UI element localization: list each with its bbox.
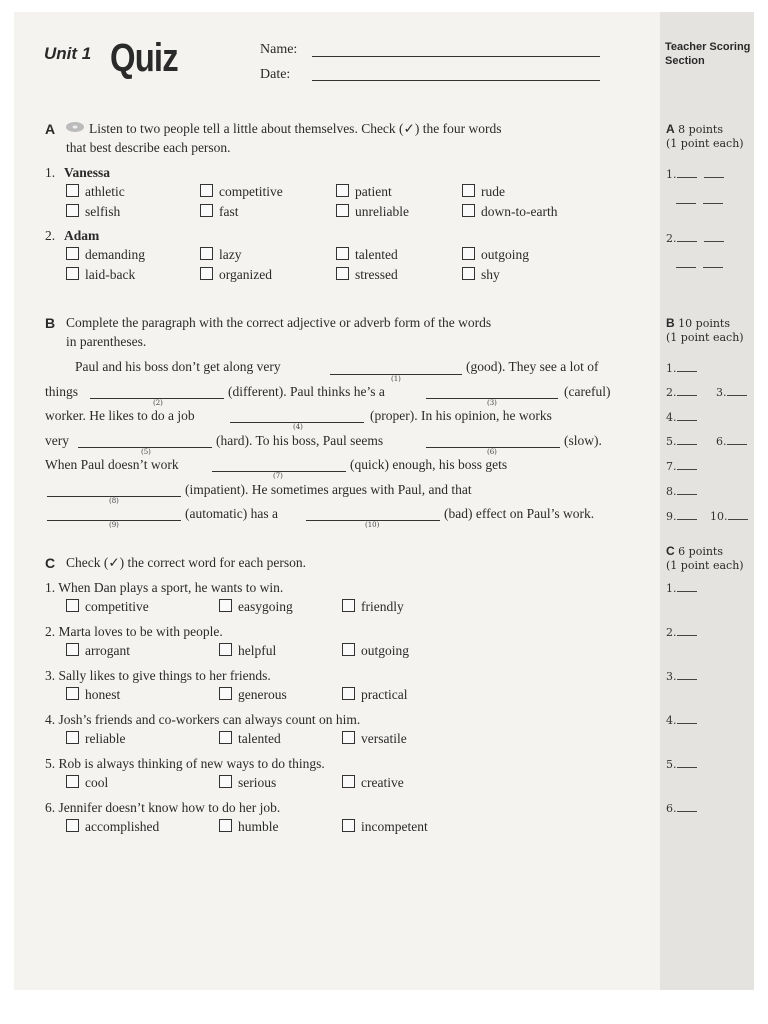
checkbox[interactable] (66, 775, 79, 788)
scoring-title-line2: Section (665, 55, 705, 67)
c4-option-reliable[interactable]: reliable (66, 731, 125, 747)
scoring-c-letter: C (666, 544, 675, 558)
checkbox[interactable] (342, 599, 355, 612)
score-b4[interactable]: 4. (666, 411, 697, 424)
teacher-scoring-sidebar (660, 12, 754, 990)
blank-2-number: (2) (153, 399, 163, 407)
score-c3[interactable]: 3. (666, 670, 697, 683)
scoring-a-each: (1 point each) (666, 137, 744, 150)
blank-9-number: (9) (109, 521, 119, 529)
score-c4[interactable]: 4. (666, 714, 697, 727)
score-b8[interactable]: 8. (666, 485, 697, 498)
score-c1[interactable]: 1. (666, 582, 697, 595)
score-b1[interactable]: 1. (666, 362, 697, 375)
score-b3[interactable]: 3. (716, 386, 747, 399)
date-label: Date: (260, 67, 291, 82)
score-a1[interactable]: 1. (666, 168, 724, 181)
section-a-q2-number: 2. (45, 228, 56, 243)
checkbox[interactable] (336, 204, 349, 217)
c2-option-outgoing[interactable]: outgoing (342, 643, 409, 659)
option-talented[interactable]: talented (336, 247, 398, 263)
c2-option-helpful[interactable]: helpful (219, 643, 276, 659)
scoring-b-points-value: 10 points (678, 317, 730, 330)
section-a-letter: A (45, 121, 56, 137)
scoring-a-points (666, 122, 744, 151)
checkbox[interactable] (66, 184, 79, 197)
score-a1b[interactable] (676, 194, 723, 207)
section-c-q4: 4. Josh’s friends and co-workers can always count on him. (45, 712, 361, 727)
score-b7[interactable]: 7. (666, 460, 697, 473)
checkbox[interactable] (66, 267, 79, 280)
checkbox[interactable] (462, 204, 475, 217)
checkbox[interactable] (336, 184, 349, 197)
paragraph-line5-b: (quick) enough, his boss gets (350, 457, 508, 472)
section-c-q2: 2. Marta loves to be with people. (45, 624, 223, 639)
paragraph-line3-a: worker. He likes to do a job (45, 408, 195, 423)
blank-10-number: (10) (365, 521, 380, 529)
name-field[interactable] (312, 56, 600, 57)
c6-option-incompetent[interactable]: incompetent (342, 819, 428, 835)
paragraph-line2-c: (careful) (564, 384, 611, 399)
option-laid-back[interactable]: laid-back (66, 267, 135, 283)
option-rude[interactable]: rude (462, 184, 505, 200)
blank-5-number: (5) (141, 448, 151, 456)
paragraph-line7-b: (automatic) has a (185, 506, 278, 521)
c4-option-talented[interactable]: talented (219, 731, 281, 747)
section-c-q3: 3. Sally likes to give things to her friends. (45, 668, 271, 683)
blank-7-number: (7) (273, 472, 283, 480)
checkbox[interactable] (462, 247, 475, 260)
c1-option-competitive[interactable]: competitive (66, 599, 149, 615)
section-a-q2-name: Adam (64, 228, 100, 243)
checkbox[interactable] (219, 731, 232, 744)
score-c5[interactable]: 5. (666, 758, 697, 771)
name-label: Name: (260, 42, 298, 57)
scoring-c-each: (1 point each) (666, 559, 744, 572)
checkbox[interactable] (219, 643, 232, 656)
section-c-q1: 1. When Dan plays a sport, he wants to win. (45, 580, 284, 595)
checkbox[interactable] (336, 267, 349, 280)
checkbox[interactable] (342, 819, 355, 832)
option-competitive[interactable]: competitive (200, 184, 283, 200)
section-a-instruction-1: Listen to two people tell a little about themselves. Check (✓) the four words (89, 121, 502, 136)
scoring-c-points-value: 6 points (678, 545, 723, 558)
c2-option-arrogant[interactable]: arrogant (66, 643, 130, 659)
section-b-letter: B (45, 315, 56, 331)
checkbox[interactable] (200, 204, 213, 217)
section-c-instruction: Check (✓) the correct word for each person. (66, 555, 306, 570)
checkbox[interactable] (219, 599, 232, 612)
option-organized[interactable]: organized (200, 267, 272, 283)
checkbox[interactable] (200, 267, 213, 280)
section-b-instruction-1: Complete the paragraph with the correct adjective or adverb form of the words (66, 315, 492, 330)
paragraph-line1-a: Paul and his boss don’t get along very (75, 359, 281, 374)
checkbox[interactable] (66, 204, 79, 217)
score-b5[interactable]: 5. (666, 435, 697, 448)
option-patient[interactable]: patient (336, 184, 392, 200)
option-down-to-earth[interactable]: down-to-earth (462, 204, 557, 220)
quiz-page (14, 12, 754, 990)
paragraph-line2-b: (different). Paul thinks he’s a (228, 384, 385, 399)
option-selfish[interactable]: selfish (66, 204, 120, 220)
score-b10[interactable]: 10. (710, 510, 748, 523)
paragraph-line1-b: (good). They see a lot of (466, 359, 599, 374)
scoring-b-letter: B (666, 316, 675, 330)
checkbox[interactable] (200, 247, 213, 260)
paragraph-line7-c: (bad) effect on Paul’s work. (444, 506, 595, 521)
option-lazy[interactable]: lazy (200, 247, 242, 263)
checkbox[interactable] (66, 643, 79, 656)
scoring-title (665, 40, 750, 68)
c1-option-friendly[interactable]: friendly (342, 599, 404, 615)
blank-6-number: (6) (487, 448, 497, 456)
score-a2[interactable]: 2. (666, 232, 724, 245)
scoring-b-each: (1 point each) (666, 331, 744, 344)
scoring-a-points-value: 8 points (678, 123, 723, 136)
blank-1-number: (1) (391, 375, 401, 383)
option-stressed[interactable]: stressed (336, 267, 398, 283)
c1-option-easygoing[interactable]: easygoing (219, 599, 293, 615)
score-b2[interactable]: 2. (666, 386, 697, 399)
checkbox[interactable] (66, 819, 79, 832)
section-a-q1-number: 1. (45, 165, 56, 180)
blank-8-number: (8) (109, 497, 119, 505)
checkbox[interactable] (462, 184, 475, 197)
checkbox[interactable] (219, 775, 232, 788)
paragraph-line5-a: When Paul doesn’t work (45, 457, 179, 472)
c5-option-cool[interactable]: cool (66, 775, 108, 791)
c3-option-honest[interactable]: honest (66, 687, 120, 703)
blank-4-number: (4) (293, 423, 303, 431)
score-a2b[interactable] (676, 258, 723, 271)
score-b6[interactable]: 6. (716, 435, 747, 448)
quiz-title: Quiz (110, 36, 178, 80)
c5-option-serious[interactable]: serious (219, 775, 276, 791)
unit-label: Unit 1 (44, 44, 92, 63)
checkbox[interactable] (342, 775, 355, 788)
checkbox[interactable] (342, 687, 355, 700)
paragraph-line4-c: (slow). (564, 433, 602, 448)
checkbox[interactable] (336, 247, 349, 260)
c6-option-accomplished[interactable]: accomplished (66, 819, 159, 835)
section-b-instruction-2: in parentheses. (66, 334, 147, 349)
score-c2[interactable]: 2. (666, 626, 697, 639)
paragraph-line6-b: (impatient). He sometimes argues with Paul, and that (185, 482, 472, 497)
option-shy[interactable]: shy (462, 267, 500, 283)
paragraph-line3-b: (proper). In his opinion, he works (370, 408, 552, 423)
checkbox[interactable] (219, 819, 232, 832)
section-c-q5: 5. Rob is always thinking of new ways to do things. (45, 756, 325, 771)
option-athletic[interactable]: athletic (66, 184, 125, 200)
section-a-q1-name: Vanessa (64, 165, 111, 180)
section-c-q6: 6. Jennifer doesn’t know how to do her job. (45, 800, 281, 815)
checkbox[interactable] (200, 184, 213, 197)
c3-option-practical[interactable]: practical (342, 687, 407, 703)
checkbox[interactable] (342, 643, 355, 656)
scoring-title-line1: Teacher Scoring (665, 41, 751, 53)
checkbox[interactable] (462, 267, 475, 280)
checkbox[interactable] (66, 247, 79, 260)
checkbox[interactable] (66, 687, 79, 700)
option-fast[interactable]: fast (200, 204, 239, 220)
option-outgoing[interactable]: outgoing (462, 247, 529, 263)
paragraph-line4-a: very (45, 433, 69, 448)
scoring-c-points (666, 544, 744, 573)
c3-option-generous[interactable]: generous (219, 687, 287, 703)
paragraph-line2-a: things (45, 384, 79, 399)
score-c6[interactable]: 6. (666, 802, 697, 815)
checkbox[interactable] (66, 731, 79, 744)
checkbox[interactable] (66, 599, 79, 612)
blank-3-number: (3) (487, 399, 497, 407)
scoring-a-letter: A (666, 122, 675, 136)
c6-option-humble[interactable]: humble (219, 819, 279, 835)
option-demanding[interactable]: demanding (66, 247, 145, 263)
paragraph-line4-b: (hard). To his boss, Paul seems (216, 433, 384, 448)
checkbox[interactable] (219, 687, 232, 700)
score-b9[interactable]: 9. (666, 510, 697, 523)
checkbox[interactable] (342, 731, 355, 744)
c5-option-creative[interactable]: creative (342, 775, 404, 791)
date-field[interactable] (312, 80, 600, 81)
c4-option-versatile[interactable]: versatile (342, 731, 407, 747)
option-unreliable[interactable]: unreliable (336, 204, 409, 220)
scoring-b-points (666, 316, 744, 345)
audio-cd-icon (64, 120, 86, 134)
section-c-letter: C (45, 555, 56, 571)
section-a-instruction-2: that best describe each person. (66, 140, 231, 155)
